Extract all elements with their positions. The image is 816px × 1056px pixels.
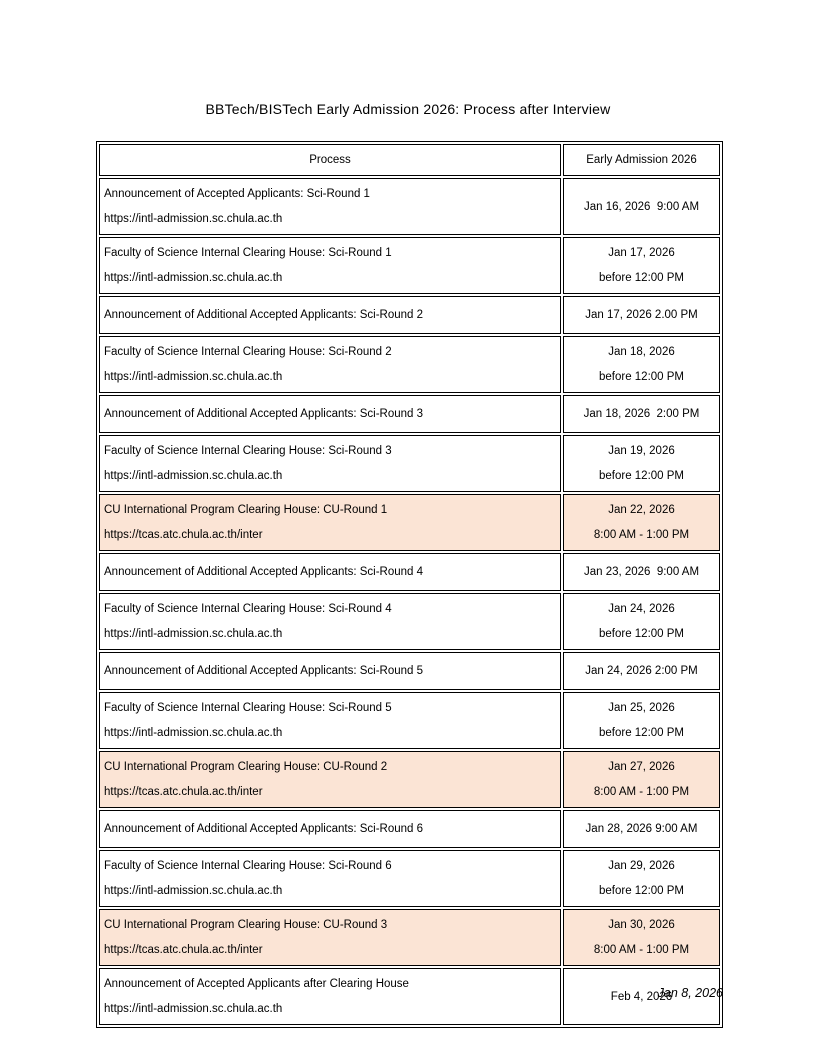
process-text: Announcement of Additional Accepted Applicants: Sci-Round 2 <box>104 309 424 321</box>
process-url: https://intl-admission.sc.chula.ac.th <box>104 371 283 383</box>
process-url: https://intl-admission.sc.chula.ac.th <box>104 272 283 284</box>
process-cell <box>99 751 561 808</box>
date-line: before 12:00 PM <box>598 272 685 284</box>
date-line: Feb 4, 2026 <box>610 990 673 1003</box>
column-header-early-admission: Early Admission 2026 <box>563 144 720 176</box>
process-text: Faculty of Science Internal Clearing House: Sci-Round 3 <box>104 445 392 457</box>
process-text: Announcement of Additional Accepted Applicants: Sci-Round 3 <box>104 408 424 420</box>
date-line: Jan 16, 2026 9:00 AM <box>583 200 700 213</box>
process-cell <box>99 909 561 966</box>
process-url: https://tcas.atc.chula.ac.th/inter <box>104 529 263 541</box>
date-line: 8:00 AM - 1:00 PM <box>593 786 690 798</box>
process-cell <box>99 850 561 907</box>
date-cell <box>563 395 720 433</box>
date-cell <box>563 850 720 907</box>
date-line: Jan 30, 2026 <box>608 919 675 931</box>
table-row <box>99 909 720 966</box>
table-row <box>99 593 720 650</box>
process-text: Faculty of Science Internal Clearing House: Sci-Round 4 <box>104 603 392 615</box>
date-cell <box>563 751 720 808</box>
process-cell <box>99 237 561 294</box>
date-cell <box>563 692 720 749</box>
date-cell <box>563 494 720 551</box>
table-row <box>99 751 720 808</box>
process-cell <box>99 435 561 492</box>
process-cell <box>99 692 561 749</box>
schedule-table-body <box>99 178 720 1025</box>
date-line: before 12:00 PM <box>598 628 685 640</box>
process-url: https://intl-admission.sc.chula.ac.th <box>104 213 283 225</box>
date-cell <box>563 593 720 650</box>
table-row <box>99 237 720 294</box>
process-url: https://intl-admission.sc.chula.ac.th <box>104 628 283 640</box>
date-cell <box>563 336 720 393</box>
process-text: Announcement of Additional Accepted Applicants: Sci-Round 6 <box>104 823 424 835</box>
process-cell <box>99 494 561 551</box>
date-line: Jan 19, 2026 <box>608 445 675 457</box>
process-text: CU International Program Clearing House: CU-Round 3 <box>104 919 388 931</box>
table-row <box>99 553 720 591</box>
process-text: Faculty of Science Internal Clearing House: Sci-Round 2 <box>104 346 392 358</box>
date-line: Jan 17, 2026 2.00 PM <box>585 309 698 321</box>
date-line: Jan 17, 2026 <box>608 247 675 259</box>
process-cell <box>99 810 561 848</box>
table-row <box>99 850 720 907</box>
date-cell <box>563 810 720 848</box>
page-title: BBTech/BISTech Early Admission 2026: Process after Interview <box>205 101 611 117</box>
table-row <box>99 810 720 848</box>
process-cell <box>99 178 561 235</box>
date-line: before 12:00 PM <box>598 885 685 897</box>
process-text: CU International Program Clearing House: CU-Round 2 <box>104 761 388 773</box>
process-cell <box>99 336 561 393</box>
process-cell <box>99 593 561 650</box>
process-text: Faculty of Science Internal Clearing House: Sci-Round 1 <box>104 247 392 259</box>
table-row <box>99 435 720 492</box>
date-line: Jan 23, 2026 9:00 AM <box>583 566 700 578</box>
process-url: https://intl-admission.sc.chula.ac.th <box>104 470 283 482</box>
date-line: Jan 27, 2026 <box>608 761 675 773</box>
process-text: CU International Program Clearing House: CU-Round 1 <box>104 504 388 516</box>
column-header-process: Process <box>99 144 561 176</box>
table-row <box>99 296 720 334</box>
process-text: Announcement of Additional Accepted Applicants: Sci-Round 5 <box>104 665 424 677</box>
process-url: https://intl-admission.sc.chula.ac.th <box>104 885 283 897</box>
process-url: https://tcas.atc.chula.ac.th/inter <box>104 786 263 798</box>
table-row <box>99 692 720 749</box>
table-row <box>99 652 720 690</box>
process-text: Announcement of Accepted Applicants: Sci-Round 1 <box>104 188 370 200</box>
date-cell <box>563 553 720 591</box>
process-text: Faculty of Science Internal Clearing House: Sci-Round 5 <box>104 702 392 714</box>
date-cell <box>563 237 720 294</box>
date-line: Jan 22, 2026 <box>608 504 675 516</box>
process-url: https://intl-admission.sc.chula.ac.th <box>104 1003 283 1015</box>
process-cell <box>99 296 561 334</box>
table-row <box>99 336 720 393</box>
process-text: Faculty of Science Internal Clearing House: Sci-Round 6 <box>104 860 392 872</box>
schedule-table <box>96 141 723 1028</box>
date-cell <box>563 178 720 235</box>
date-line: Jan 29, 2026 <box>608 860 675 872</box>
table-row <box>99 494 720 551</box>
process-url: https://tcas.atc.chula.ac.th/inter <box>104 944 263 956</box>
date-cell <box>563 296 720 334</box>
date-cell <box>563 909 720 966</box>
date-cell <box>563 652 720 690</box>
process-cell <box>99 395 561 433</box>
process-text: Announcement of Additional Accepted Applicants: Sci-Round 4 <box>104 566 424 578</box>
process-cell <box>99 652 561 690</box>
table-header-row <box>99 144 720 176</box>
process-url: https://intl-admission.sc.chula.ac.th <box>104 727 283 739</box>
date-line: Jan 28, 2026 9:00 AM <box>585 823 698 835</box>
date-line: 8:00 AM - 1:00 PM <box>593 529 690 541</box>
footer-date: Jan 8, 2026 <box>657 986 723 1000</box>
date-line: Jan 18, 2026 2:00 PM <box>583 408 700 420</box>
date-line: before 12:00 PM <box>598 371 685 383</box>
date-line: Jan 25, 2026 <box>608 702 675 714</box>
process-cell <box>99 553 561 591</box>
date-line: 8:00 AM - 1:00 PM <box>593 944 690 956</box>
date-line: Jan 24, 2026 <box>608 603 675 615</box>
table-row <box>99 178 720 235</box>
date-line: Jan 24, 2026 2:00 PM <box>585 665 698 677</box>
process-text: Announcement of Accepted Applicants after Clearing House <box>104 978 409 990</box>
date-line: before 12:00 PM <box>598 727 685 739</box>
date-cell <box>563 435 720 492</box>
date-line: before 12:00 PM <box>598 470 685 482</box>
date-line: Jan 18, 2026 <box>608 346 675 358</box>
table-row <box>99 395 720 433</box>
